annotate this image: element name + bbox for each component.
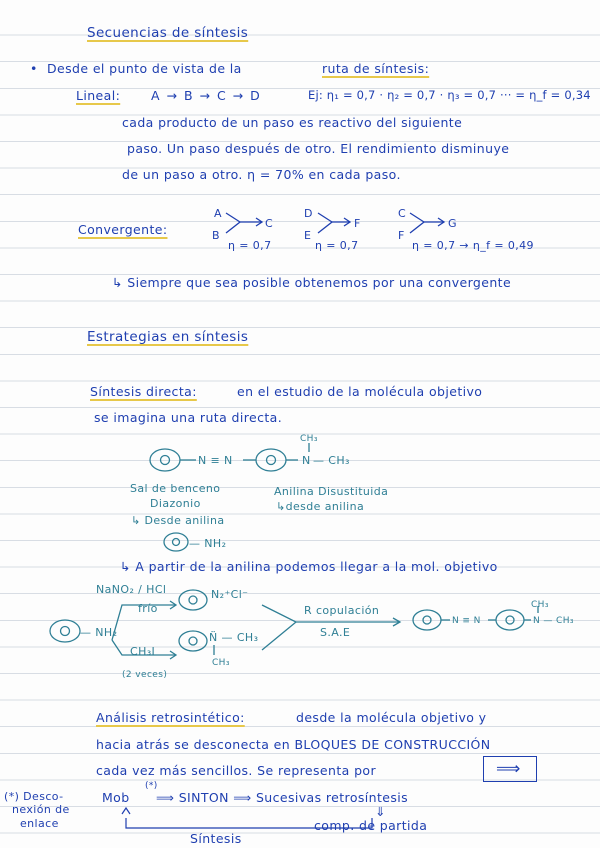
target-ch3-top: CH₃ <box>300 434 318 444</box>
reagent-2veces: (2 veces) <box>122 670 168 680</box>
footnote-line-3: enlace <box>20 817 59 830</box>
conv-f: F <box>354 217 361 230</box>
convergente-note: ↳ Siempre que sea posible obtenemos por una convergente <box>112 275 512 290</box>
diazonium-group: N₂⁺Cl⁻ <box>211 588 249 601</box>
product-n: N — CH₃ <box>533 616 574 626</box>
caption-sal-2: Diazonio <box>150 497 201 510</box>
lineal-line-1: cada producto de un paso es reactivo del siguiente <box>122 115 463 130</box>
retro-text-3: cada vez más sencillos. Se representa por <box>96 763 376 778</box>
caption-sal-1: Sal de benceno <box>130 482 221 495</box>
target-n: N <box>302 454 311 467</box>
retro-boxed-arrow: ⟹ <box>496 759 521 779</box>
footnote-line-1: (*) Desco- <box>4 790 64 803</box>
bullet: • <box>30 61 38 76</box>
comp-de-partida: comp. de partida <box>314 818 428 833</box>
dimethyl-n: N̈ — CH₃ <box>209 631 259 644</box>
lineal-line-2: paso. Un paso después de otro. El rendimiento disminuye <box>127 141 510 156</box>
scheme-start-nh2: — NH₂ <box>80 626 118 639</box>
lineal-line-3: de un paso a otro. η = 70% en cada paso. <box>122 167 401 182</box>
intro-text: Desde el punto de vista de la <box>47 61 242 76</box>
conv-b: B <box>212 229 220 242</box>
lineal-example: Ej: η₁ = 0,7 · η₂ = 0,7 · η₃ = 0,7 ··· = η_f = 0,34 <box>308 88 591 102</box>
conv-c2: C <box>398 207 407 220</box>
intro-ruta: ruta de síntesis: <box>322 61 430 76</box>
conv-f2: F <box>398 229 405 242</box>
footnote-line-2: nexión de <box>12 803 70 816</box>
conv-c: C <box>265 217 274 230</box>
conv-d: D <box>304 207 313 220</box>
product-ch3-top: CH₃ <box>531 600 549 610</box>
a-partir-text: ↳ A partir de la anilina podemos llegar a la mol. objetivo <box>120 559 498 574</box>
directa-text-2: se imagina una ruta directa. <box>94 410 283 425</box>
directa-label: Síntesis directa: <box>90 384 197 399</box>
conv-yield-3: η = 0,7 → η_f = 0,49 <box>412 239 534 252</box>
mob-star: (*) <box>145 781 158 791</box>
desde-anilina: ↳ Desde anilina <box>131 514 225 527</box>
lineal-label: Lineal: <box>76 88 121 103</box>
sintesis-label: Síntesis <box>190 831 242 846</box>
mob-label: Mob <box>102 790 130 805</box>
retro-arrow-box <box>483 756 537 782</box>
product-azo: N ≡ N <box>452 616 481 626</box>
conv-yield-1: η = 0,7 <box>228 239 272 252</box>
caption-anilina-2: ↳desde anilina <box>276 500 365 513</box>
retro-label: Análisis retrosintético: <box>96 710 245 725</box>
reagent-nano2: NaNO₂ / HCl <box>96 583 167 596</box>
reagent-frio: frío <box>138 602 158 615</box>
conv-a: A <box>214 207 222 220</box>
retro-down-arrow: ⇓ <box>375 804 386 819</box>
benzene-ring-1 <box>150 449 180 471</box>
conv-yield-2: η = 0,7 <box>315 239 359 252</box>
retro-flow: ⟹ SINTON ⟹ Sucesivas retrosíntesis <box>156 790 409 805</box>
conv-e: E <box>304 229 312 242</box>
reagent-copulacion: R copulación <box>304 604 380 617</box>
small-aniline-nh2: — NH₂ <box>189 537 227 550</box>
lineal-chain: A → B → C → D <box>151 88 262 103</box>
reagent-sae: S.A.E <box>320 626 351 639</box>
page-title: Secuencias de síntesis <box>87 25 249 41</box>
target-ch3-right: — CH₃ <box>313 454 350 467</box>
convergente-label: Convergente: <box>78 222 168 237</box>
conv-g: G <box>448 217 457 230</box>
retro-text-2: hacia atrás se desconecta en BLOQUES DE CONSTRUCCIÓN <box>96 737 491 752</box>
caption-anilina-1: Anilina Disustituida <box>274 485 389 498</box>
directa-text-1: en el estudio de la molécula objetivo <box>237 384 483 399</box>
dimethyl-ch3-bottom: CH₃ <box>212 658 230 668</box>
reagent-ch3i: CH₃I <box>130 645 156 658</box>
azo-group: N ≡ N <box>198 454 233 467</box>
estrategias-title: Estrategias en síntesis <box>87 329 249 345</box>
retro-text-1: desde la molécula objetivo y <box>296 710 487 725</box>
